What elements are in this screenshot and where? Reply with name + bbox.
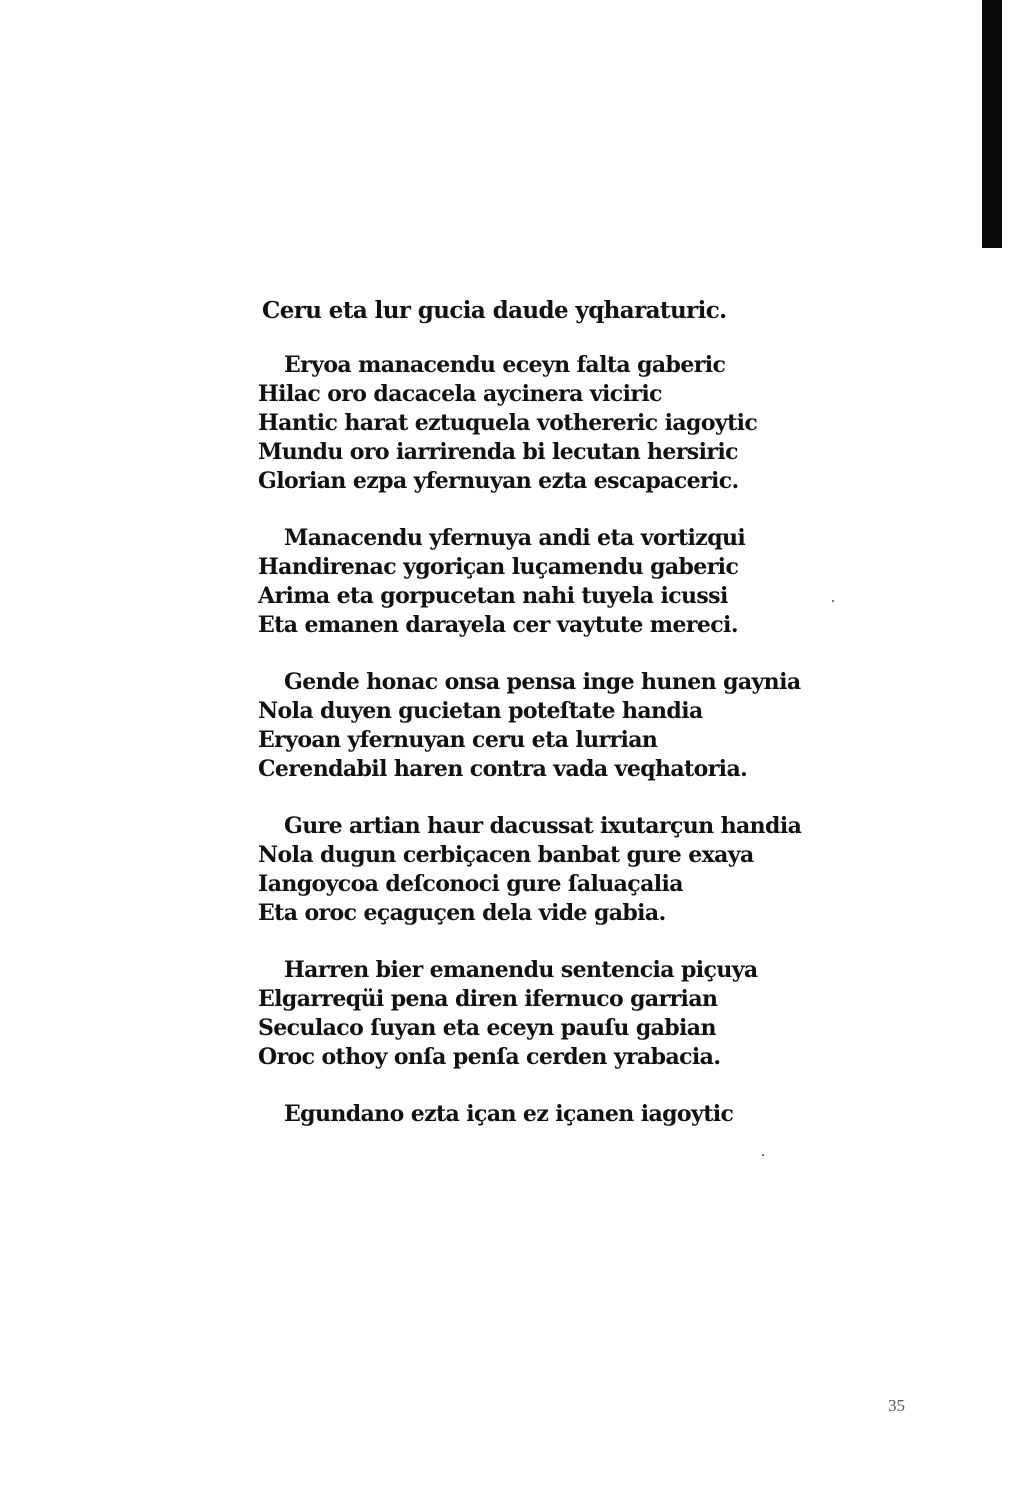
verse-line: Seculaco ſuyan eta eceyn pauſu gabian	[258, 1015, 716, 1041]
stanza-1	[258, 351, 818, 496]
verse-line: Hantic harat eztuquela vothereric iagoytic	[258, 410, 758, 436]
verse-line: Oroc othoy onſa penſa cerden yrabacia.	[258, 1044, 721, 1070]
verse-line: Arima eta gorpucetan nahi tuyela icussi	[258, 583, 728, 609]
verse-line: Iangoycoa deſconoci gure ſaluaçalia	[258, 871, 683, 897]
verse-line: Mundu oro iarrirenda bi lecutan hersiric	[258, 439, 738, 465]
verse-line: Glorian ezpa yfernuyan ezta escapaceric.	[258, 468, 739, 494]
verse-line: Nola duyen gucietan poteſtate handia	[258, 698, 703, 724]
verse-line: Hilac oro dacacela aycinera viciric	[258, 381, 662, 407]
stanza-3	[258, 668, 818, 784]
stanza-6	[258, 1100, 818, 1129]
verse-line: Manacendu yfernuya andi eta vortizqui	[284, 525, 746, 551]
stanza-4	[258, 812, 818, 928]
verse-line: Cerendabil haren contra vada veqhatoria.	[258, 756, 748, 782]
poem-heading: Ceru eta lur gucia daude yqharaturic.	[262, 297, 727, 324]
stanza-2	[258, 524, 818, 640]
scan-speck	[832, 600, 834, 602]
stanza-5	[258, 956, 818, 1072]
scan-edge-shadow	[982, 0, 1002, 248]
verse-line: Elgarreqüi pena diren ifernuco garrian	[258, 986, 718, 1012]
verse-line: Harren bier emanendu sentencia piçuya	[284, 957, 758, 983]
verse-line: Nola dugun cerbiçacen banbat gure exaya	[258, 842, 754, 868]
verse-line: Eryoa manacendu eceyn falta gaberic	[284, 352, 726, 378]
page-number: 35	[888, 1396, 905, 1415]
verse-line: Egundano ezta içan ez içanen iagoytic	[284, 1101, 734, 1127]
verse-line: Gure artian haur dacussat ixutarçun handia	[284, 813, 802, 839]
verse-line: Eta oroc eçaguçen dela vide gabia.	[258, 900, 666, 926]
verse-line: Eta emanen darayela cer vaytute mereci.	[258, 612, 738, 638]
verse-line: Eryoan yfernuyan ceru eta lurrian	[258, 727, 658, 753]
verse-line: Gende honac onsa pensa inge hunen gaynia	[284, 669, 801, 695]
verse-line: Handirenac ygoriçan luçamendu gaberic	[258, 554, 739, 580]
poem-text	[258, 296, 818, 1157]
